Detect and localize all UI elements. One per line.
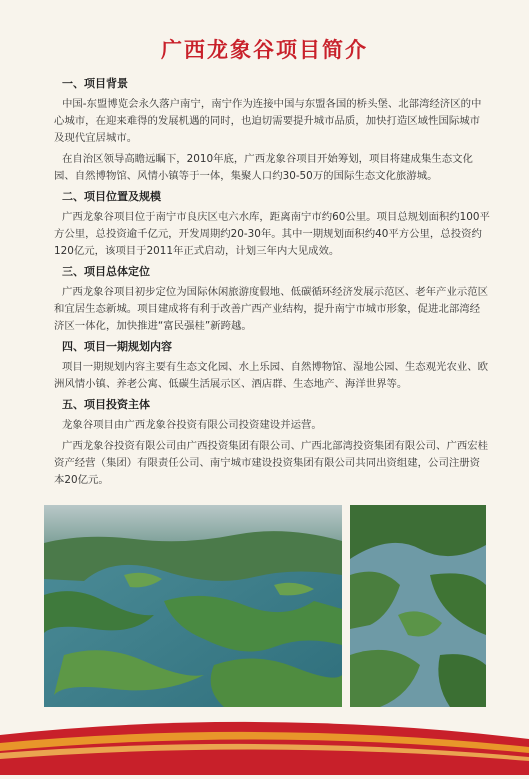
decorative-footer-band bbox=[0, 713, 529, 775]
section-phase-one bbox=[54, 339, 490, 393]
section-location-scale bbox=[54, 189, 490, 260]
section-investors bbox=[54, 397, 490, 489]
section-background bbox=[54, 76, 490, 185]
section-heading: 三、项目总体定位 bbox=[62, 265, 150, 278]
page-title: 广西龙象谷项目简介 bbox=[161, 38, 368, 62]
section-heading: 一、项目背景 bbox=[62, 77, 128, 90]
section-paragraph: 广西龙象谷投资有限公司由广西投资集团有限公司、广西北部湾投资集团有限公司、广西宏桂资产经营（集团）有限责任公司、南宁城市建设投资集团有限公司共同出资组建，公司注册资本20亿元。 bbox=[54, 440, 489, 486]
section-paragraph: 项目一期规划内容主要有生态文化园、水上乐园、自然博物馆、湿地公园、生态观光农业、欧洲风情小镇、养老公寓、低碳生活展示区、酒店群、生态地产、海洋世界等。 bbox=[54, 361, 489, 390]
lake-aerial-photo bbox=[44, 505, 342, 707]
section-paragraph: 龙象谷项目由广西龙象谷投资有限公司投资建设并运营。 bbox=[62, 419, 322, 431]
section-positioning bbox=[54, 264, 490, 335]
section-heading: 二、项目位置及规模 bbox=[62, 190, 161, 203]
content-body bbox=[54, 76, 490, 493]
section-paragraph: 广西龙象谷项目位于南宁市良庆区屯六水库，距离南宁市约60公里。项目总规划面积约100平方公里，总投资逾千亿元，开发周期约20-30年。其中一期规划面积约40平方公里，总投资约120亿元，该项目于2011年正式启动，计划三年内大见成效。 bbox=[54, 211, 490, 257]
section-heading: 五、项目投资主体 bbox=[62, 398, 150, 411]
lake-island-photo bbox=[350, 505, 486, 707]
photo-row bbox=[44, 505, 486, 707]
section-heading: 四、项目一期规划内容 bbox=[62, 340, 172, 353]
section-paragraph: 广西龙象谷项目初步定位为国际休闲旅游度假地、低碳循环经济发展示范区、老年产业示范区和宜居生态新城。项目建成将有利于改善广西产业结构，提升南宁市城市形象，促进北部湾经济区一体化，加快推进“富民强桂”新跨越。 bbox=[54, 286, 489, 332]
section-paragraph: 在自治区领导高瞻远瞩下，2010年底，广西龙象谷项目开始筹划，项目将建成集生态文化园、自然博物馆、风情小镇等于一体，集聚人口约30-50万的国际生态文化旅游城。 bbox=[54, 153, 473, 182]
section-paragraph: 中国-东盟博览会永久落户南宁，南宁作为连接中国与东盟各国的桥头堡、北部湾经济区的中心城市，在迎来难得的发展机遇的同时，也迫切需要提升城市品质，加快打造区域性国际城市及现代宜居城市。 bbox=[54, 98, 482, 144]
